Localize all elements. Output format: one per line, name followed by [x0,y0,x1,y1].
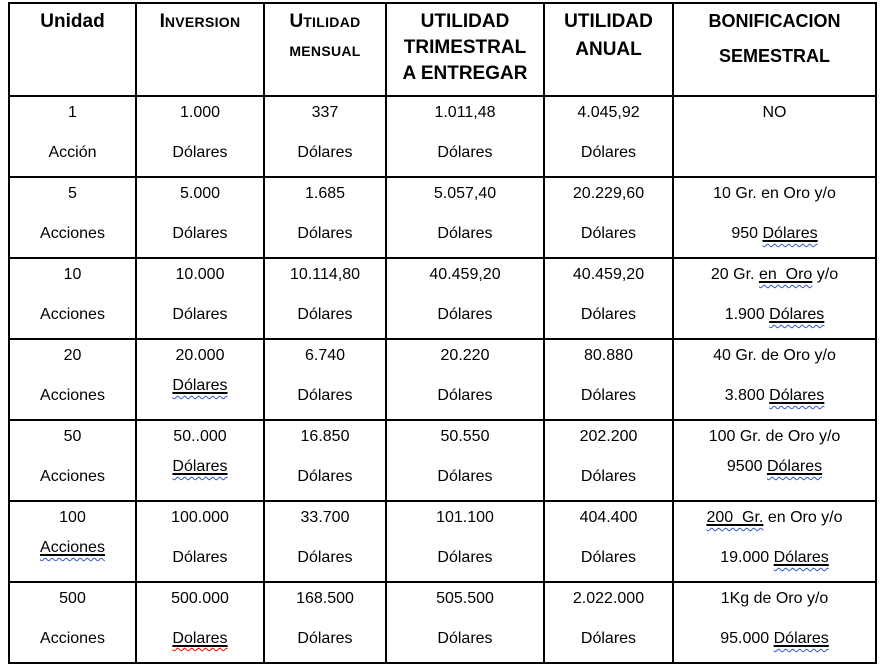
cell-line [676,386,873,406]
text-segment: 95.000 [720,630,774,647]
cell-line [547,467,670,487]
text-segment: 40.459,20 [572,266,645,283]
cell-r2-c3 [264,177,386,258]
cell-line [676,45,873,68]
cell-line [389,548,541,568]
table-row-1 [9,96,876,177]
text-segment: 50 [63,428,82,445]
underlined-text-blue-wavy: Dólares [172,377,228,394]
cell-line [12,508,133,528]
cell-line [267,386,383,406]
text-segment: 168.500 [296,590,354,607]
text-segment: 40 Gr. de Oro y/o [713,347,836,364]
cell-r1-c5 [544,96,673,177]
cell-r1-c3 [264,96,386,177]
cell-r3-c4 [386,258,544,339]
text-segment: Dólares [297,144,353,161]
text-segment: Dólares [580,225,637,242]
investment-table [8,2,877,664]
header-cell-unidad [9,3,136,96]
cell-r4-c1 [9,339,136,420]
cell-line [12,103,133,123]
cell-line [267,508,383,528]
text-segment: Dólares [580,549,637,566]
text-segment: 1.011,48 [434,104,496,121]
cell-r7-c2 [136,582,264,663]
text-segment: 5 [68,185,77,202]
text-segment: 100 Gr. de Oro y/o [708,428,841,445]
text-segment: Acciones [40,630,105,647]
cell-line [547,184,670,204]
cell-line [676,457,873,477]
cell-r6-c1 [9,501,136,582]
cell-line [547,629,670,649]
cell-line [389,103,541,123]
cell-r6-c3 [264,501,386,582]
text-segment: 20 Gr. [710,266,759,283]
underlined-text-blue-wavy: Dólares [172,458,228,475]
cell-line [389,265,541,285]
text-segment: 80.880 [584,347,633,364]
cell-r2-c2 [136,177,264,258]
cell-line [676,305,873,325]
text-segment: 1.685 [304,185,346,202]
text-segment: Dólares [437,549,493,566]
text-segment: UTILIDAD [564,11,653,32]
cell-line [389,36,541,59]
cell-line [139,265,261,285]
cell-line [267,305,383,325]
cell-line [547,508,670,528]
header-cell-utilidad-mensual [264,3,386,96]
cell-r3-c1 [9,258,136,339]
text-segment: Dólares [297,468,353,485]
underlined-text-blue-wavy: Acciones [40,539,105,556]
underlined-text-red-wavy: Dolares [172,630,228,647]
text-segment: 16.850 [300,428,350,445]
cell-line [676,589,873,609]
underlined-text-blue-wavy: Dólares [762,225,818,242]
text-segment: 20.000 [175,347,225,364]
cell-line [267,589,383,609]
cell-r1-c1 [9,96,136,177]
cell-line [547,427,670,447]
cell-line [139,629,261,649]
text-segment: Dólares [172,225,228,242]
cell-line [12,629,133,649]
table-body [9,96,876,663]
cell-line [267,103,383,123]
cell-line [389,305,541,325]
cell-r1-c6 [673,96,876,177]
cell-line [267,427,383,447]
table-row-3 [9,258,876,339]
cell-line [389,629,541,649]
text-segment: 9500 [726,458,767,475]
cell-line [12,427,133,447]
cell-line [676,184,873,204]
cell-line [12,305,133,325]
cell-line [389,224,541,244]
text-segment: Dólares [437,468,493,485]
header-cell-utilidad-anual [544,3,673,96]
text-segment: Dólares [580,630,637,647]
text-segment: UTILIDAD [420,11,510,32]
text-segment: Dólares [437,225,493,242]
text-segment: TILIDAD [303,14,361,30]
cell-line [389,386,541,406]
cell-line [267,39,383,63]
cell-r3-c2 [136,258,264,339]
text-segment: Acciones [40,387,105,404]
cell-r2-c5 [544,177,673,258]
text-segment: 100 [59,509,86,526]
text-segment: 10 [63,266,82,283]
cell-line [12,386,133,406]
cell-line [676,265,873,285]
text-segment: A ENTREGAR [402,63,528,84]
text-segment: 100.000 [171,509,229,526]
cell-line [547,548,670,568]
cell-line [12,346,133,366]
text-segment: 20.220 [440,347,490,364]
cell-line [267,629,383,649]
cell-line [547,38,670,61]
cell-line [547,10,670,33]
cell-r3-c5 [544,258,673,339]
text-segment: Dólares [580,144,637,161]
cell-line [389,589,541,609]
text-segment: Dólares [297,225,353,242]
cell-r7-c5 [544,582,673,663]
text-segment: Dólares [297,387,353,404]
text-segment: 10.000 [175,266,225,283]
cell-line [139,508,261,528]
cell-r5-c6 [673,420,876,501]
cell-line [676,103,873,123]
text-segment: ANUAL [575,39,642,60]
text-segment: 19.000 [720,549,774,566]
text-segment: Dólares [297,549,353,566]
underlined-text-blue-wavy: Dólares [769,387,825,404]
cell-line [139,548,261,568]
text-segment: 337 [311,104,339,121]
header-cell-bonificacion-semestral [673,3,876,96]
cell-r1-c4 [386,96,544,177]
cell-line [139,376,261,396]
text-segment: en Oro y/o [763,509,843,526]
text-segment: 950 [731,225,763,242]
cell-r6-c4 [386,501,544,582]
text-segment: 505.500 [436,590,494,607]
cell-line [676,629,873,649]
cell-line [267,467,383,487]
text-segment: 101.100 [436,509,494,526]
text-segment: 1Kg de Oro y/o [720,590,829,607]
text-segment: y/o [812,266,839,283]
text-segment: 50..000 [173,428,227,445]
text-segment: 10 Gr. en Oro y/o [713,185,836,202]
text-segment: NVERSION [164,14,241,30]
text-segment: 20.229,60 [572,185,645,202]
text-segment: 4.045,92 [577,104,640,121]
cell-r5-c1 [9,420,136,501]
cell-line [676,224,873,244]
cell-r5-c5 [544,420,673,501]
cell-line [676,427,873,447]
text-segment: Acciones [40,468,105,485]
underlined-text-blue-wavy: Dólares [769,306,825,323]
header-row [9,3,876,96]
cell-line [139,427,261,447]
cell-line [139,346,261,366]
cell-r7-c3 [264,582,386,663]
text-segment: BONIFICACION [708,11,841,31]
cell-r4-c5 [544,339,673,420]
text-segment: 5.057,40 [433,185,497,202]
text-segment: 1 [68,104,77,121]
cell-line [12,143,133,163]
cell-r4-c3 [264,339,386,420]
cell-r7-c4 [386,582,544,663]
text-segment: Dólares [580,468,637,485]
cell-line [12,265,133,285]
cell-line [267,346,383,366]
underlined-text-blue-wavy: Dólares [773,630,829,647]
underlined-text-blue-wavy: Dólares [773,549,829,566]
cell-line [12,538,133,558]
cell-line [389,467,541,487]
text-segment: 33.700 [300,509,350,526]
cell-line [12,184,133,204]
underlined-text-blue-wavy: en Oro [758,266,813,283]
text-segment: TRIMESTRAL [403,37,527,58]
text-segment: 202.200 [579,428,638,445]
text-segment: Dólares [437,306,493,323]
text-segment: MENSUAL [289,43,361,59]
text-segment: 40.459,20 [429,266,501,283]
cell-line [139,103,261,123]
cell-line [547,386,670,406]
cell-line [389,184,541,204]
cell-r4-c6 [673,339,876,420]
text-segment: Acción [48,144,97,161]
cell-line [139,224,261,244]
table-header [9,3,876,96]
text-segment: 500.000 [171,590,229,607]
cell-line [12,467,133,487]
cell-line [12,224,133,244]
cell-r4-c4 [386,339,544,420]
cell-line [12,589,133,609]
text-segment: Acciones [40,225,105,242]
cell-r3-c3 [264,258,386,339]
header-cell-inversion [136,3,264,96]
table-row-4 [9,339,876,420]
text-segment: Dólares [437,630,493,647]
cell-line [12,10,133,33]
cell-line [389,10,541,33]
table-row-5 [9,420,876,501]
cell-line [267,224,383,244]
cell-r2-c1 [9,177,136,258]
text-segment: U [289,11,304,32]
table-row-2 [9,177,876,258]
underlined-text-blue-wavy: Dólares [766,458,823,475]
text-segment: Dólares [172,144,228,161]
cell-line [547,305,670,325]
underlined-text-blue-wavy: 200 Gr. [706,509,764,526]
cell-line [676,548,873,568]
document-table-wrap [8,2,877,664]
cell-line [547,346,670,366]
text-segment: NO [762,104,787,121]
cell-r7-c1 [9,582,136,663]
cell-r1-c2 [136,96,264,177]
cell-r7-c6 [673,582,876,663]
text-segment: Acciones [40,306,105,323]
cell-line [267,10,383,34]
text-segment: Unidad [40,11,105,32]
cell-line [389,346,541,366]
cell-line [139,305,261,325]
text-segment: Dólares [172,549,228,566]
cell-r5-c3 [264,420,386,501]
text-segment: 2.022.000 [572,590,645,607]
text-segment: Dólares [172,306,228,323]
cell-line [547,103,670,123]
text-segment: 500 [59,590,86,607]
cell-r5-c4 [386,420,544,501]
text-segment: 5.000 [179,185,221,202]
cell-line [547,143,670,163]
text-segment: Dólares [437,144,493,161]
cell-r6-c2 [136,501,264,582]
text-segment: 404.400 [579,509,638,526]
cell-r2-c6 [673,177,876,258]
cell-r3-c6 [673,258,876,339]
cell-line [389,62,541,85]
cell-line [139,10,261,34]
text-segment: I [159,11,165,32]
text-segment: 6.740 [304,347,346,364]
cell-line [547,224,670,244]
text-segment: 1.900 [724,306,770,323]
header-cell-utilidad-trimestral [386,3,544,96]
text-segment: Dólares [297,630,353,647]
cell-r4-c2 [136,339,264,420]
text-segment: 1.000 [179,104,221,121]
cell-line [267,548,383,568]
cell-line [139,184,261,204]
text-segment: 10.114,80 [290,266,360,283]
table-row-7 [9,582,876,663]
cell-line [139,589,261,609]
table-row-6 [9,501,876,582]
cell-line [139,457,261,477]
text-segment: 50.550 [440,428,490,445]
cell-line [676,346,873,366]
text-segment: SEMESTRAL [718,46,830,66]
cell-r6-c5 [544,501,673,582]
cell-line [389,508,541,528]
cell-line [676,10,873,33]
cell-line [267,184,383,204]
cell-r5-c2 [136,420,264,501]
cell-line [389,427,541,447]
text-segment: Dólares [580,306,637,323]
cell-line [389,143,541,163]
cell-r2-c4 [386,177,544,258]
cell-line [547,589,670,609]
text-segment: Dólares [297,306,353,323]
text-segment: 3.800 [724,387,770,404]
cell-line [267,265,383,285]
cell-line [267,143,383,163]
cell-line [676,508,873,528]
cell-line [547,265,670,285]
text-segment: Dólares [437,387,493,404]
cell-r6-c6 [673,501,876,582]
cell-line [139,143,261,163]
text-segment: Dólares [580,387,637,404]
text-segment: 20 [63,347,82,364]
